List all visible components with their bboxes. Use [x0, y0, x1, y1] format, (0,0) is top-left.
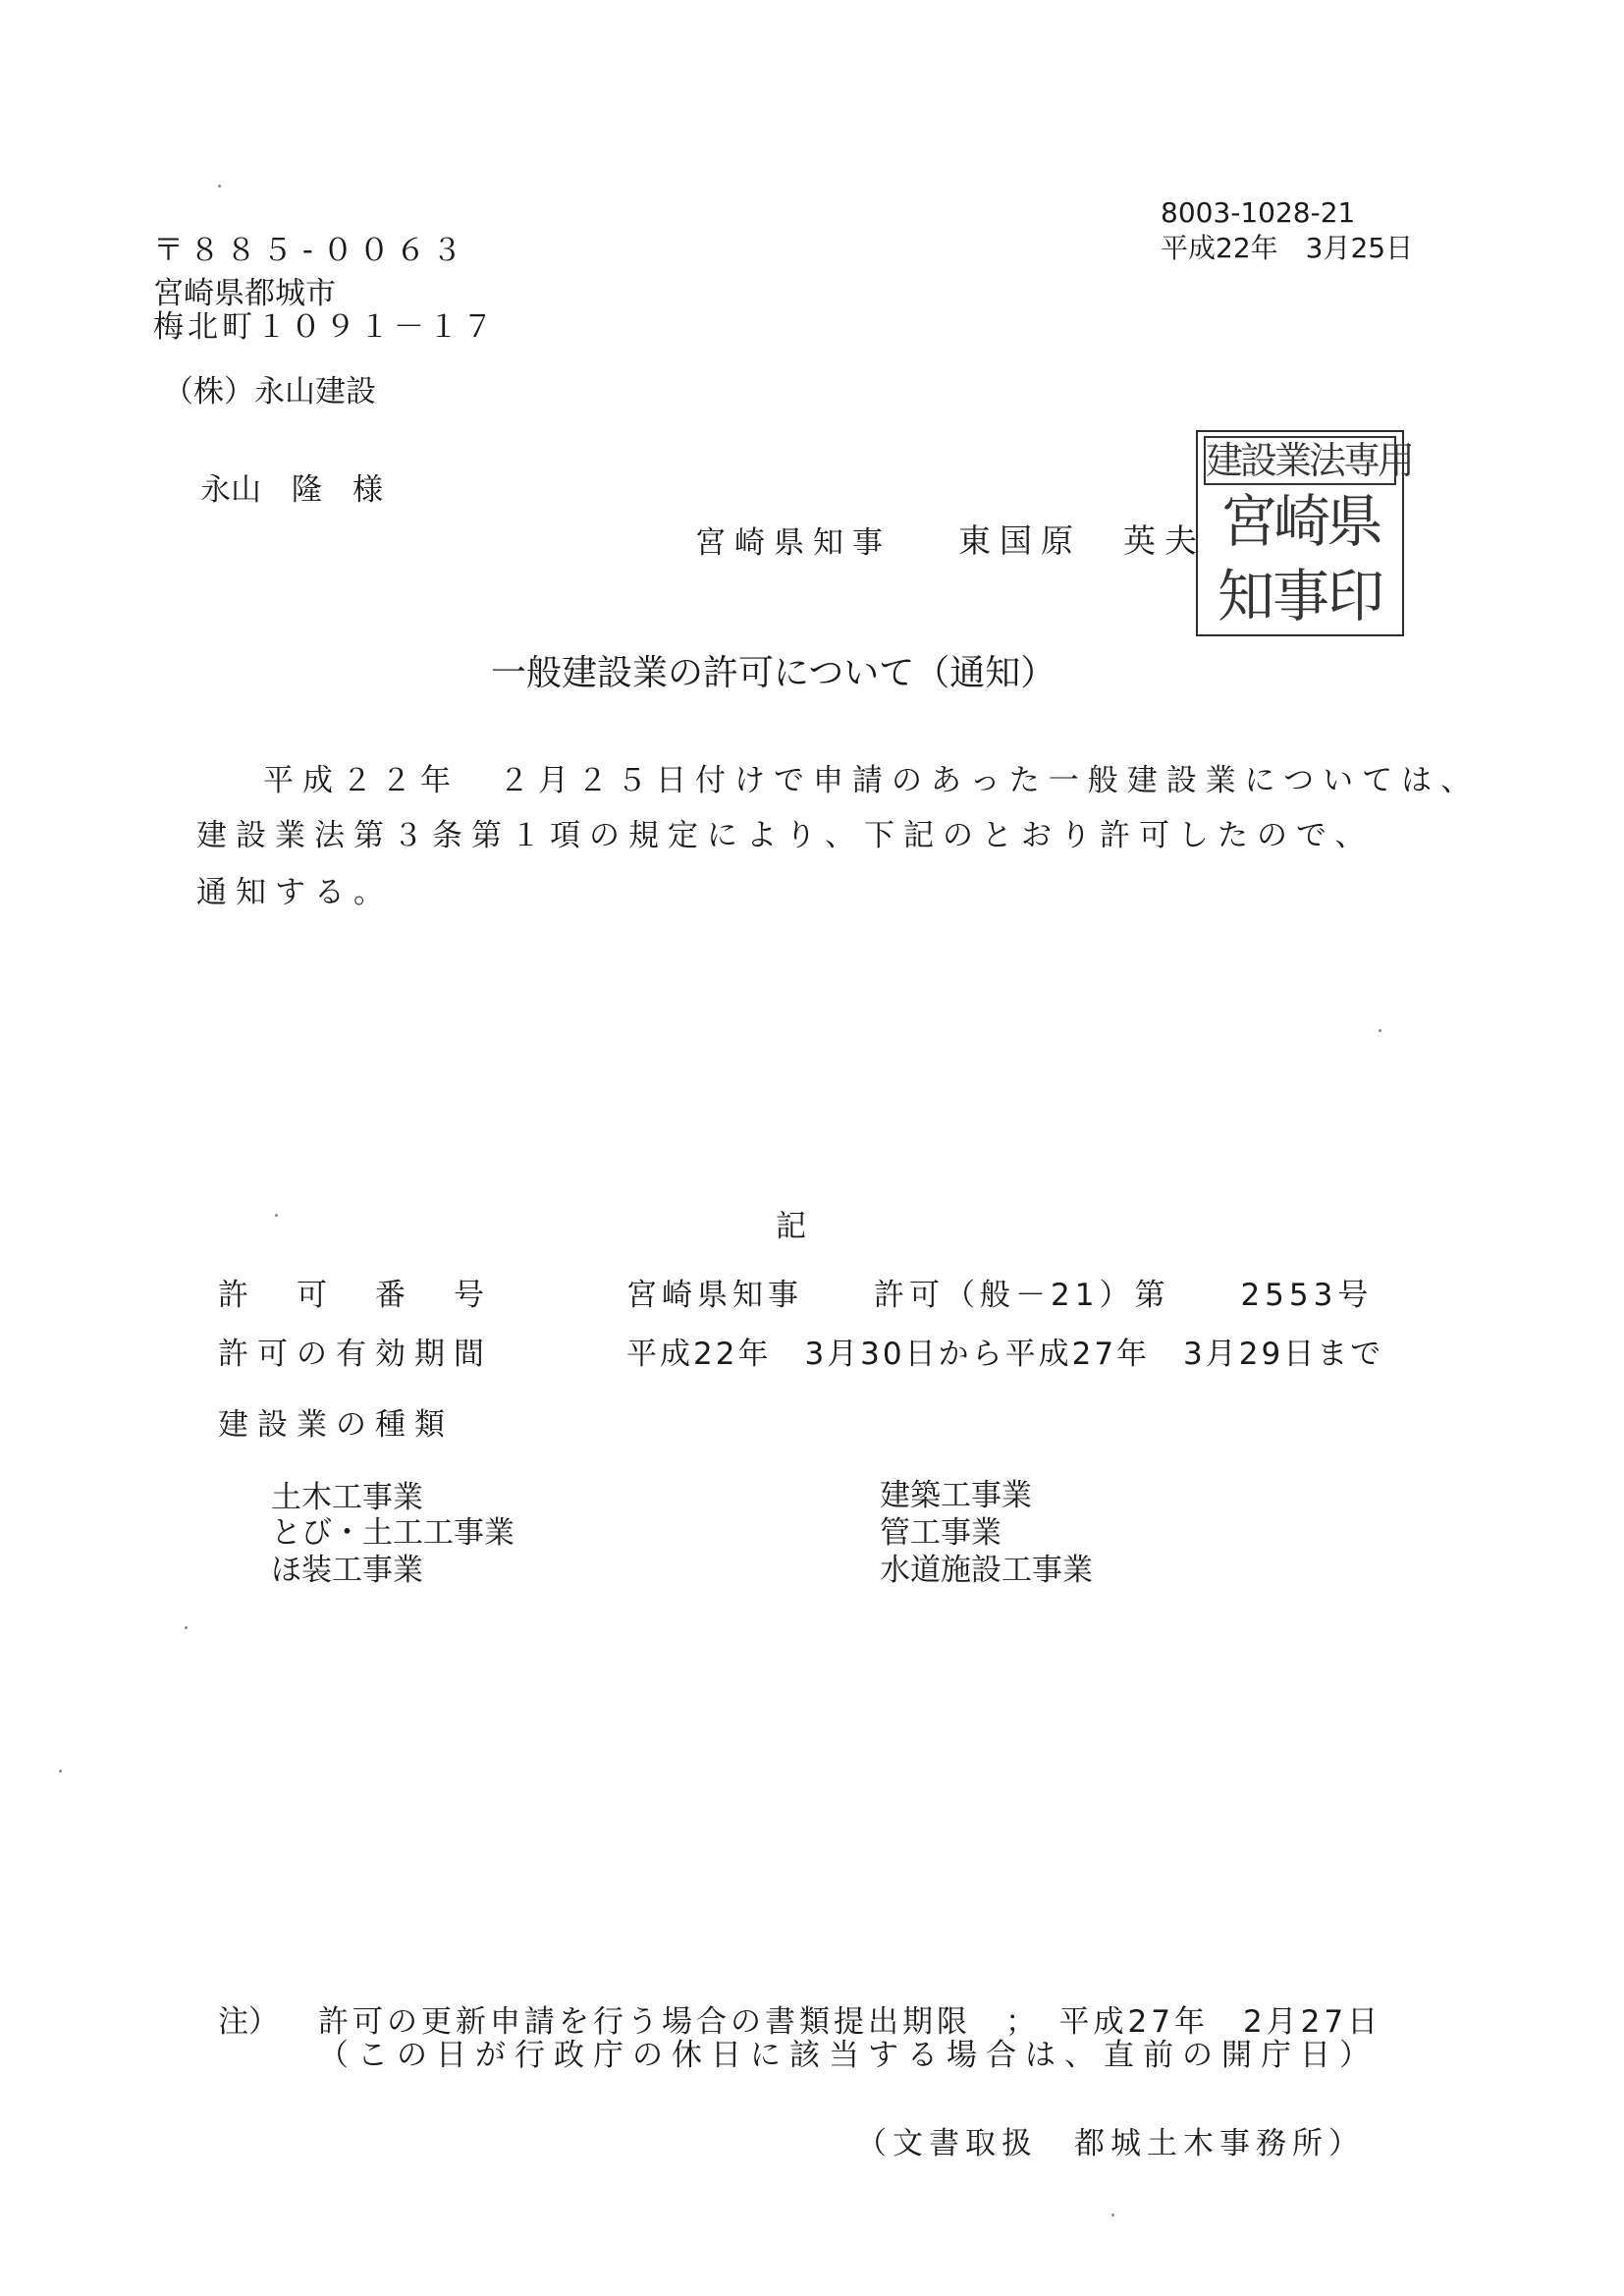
type-item: とび・土工工事業 [271, 1515, 514, 1551]
type-item: 建築工事業 [880, 1478, 1032, 1513]
note-line-1: 許可の更新申請を行う場合の書類提出期限 ； 平成27年 2月27日 [318, 2004, 1382, 2040]
type-item: 土木工事業 [271, 1480, 423, 1515]
type-item: ほ装工事業 [271, 1553, 423, 1588]
validity-label: 許可の有効期間 [218, 1337, 493, 1372]
type-item: 水道施設工事業 [880, 1553, 1093, 1588]
scan-speck [185, 1626, 188, 1629]
postal-code: 〒８８５-００６３ [153, 233, 468, 268]
note-line-2: （この日が行政庁の休日に該当する場合は、直前の開庁日） [318, 2038, 1379, 2073]
body-line-1: 平成２２年 ２月２５日付けで申請のあった一般建設業については、 [263, 763, 1481, 798]
scan-speck [218, 185, 221, 188]
permit-number-value: 宮崎県知事 許可（般－21）第 2553号 [626, 1278, 1374, 1313]
sender-title: 宮崎県知事 [695, 525, 892, 561]
address-line-2: 梅北町１０９１－１７ [153, 309, 497, 345]
scan-speck [1379, 1029, 1381, 1032]
validity-value: 平成22年 3月30日から平成27年 3月29日まで [626, 1337, 1384, 1372]
body-line-3: 通知する。 [196, 875, 393, 910]
subject-title: 一般建設業の許可について（通知） [491, 653, 1056, 693]
document-number: 8003-1028-21 [1161, 196, 1356, 229]
ki-heading: 記 [776, 1209, 806, 1244]
recipient-name: 永山 隆 様 [200, 472, 383, 508]
address-line-1: 宮崎県都城市 [153, 276, 336, 311]
permit-number-label: 許 可 番 号 [218, 1278, 493, 1313]
type-item: 管工事業 [880, 1515, 1001, 1551]
seal-text-bottom: 知事印 [1217, 563, 1382, 629]
body-line-2: 建設業法第３条第１項の規定により、下記のとおり許可したので、 [196, 818, 1375, 853]
document-date: 平成22年 3月25日 [1161, 232, 1414, 264]
note-label: 注） [218, 2004, 279, 2040]
seal-text-middle: 宮崎県 [1219, 488, 1380, 555]
recipient-company: （株）永山建設 [163, 374, 376, 410]
handling-office: （文書取扱 都城土木事務所） [856, 2126, 1365, 2161]
sender-name: 東国原 英夫 [958, 521, 1206, 560]
seal-text-top: 建設業法専用 [1204, 436, 1396, 485]
official-seal [1196, 430, 1413, 636]
types-label: 建設業の種類 [218, 1407, 454, 1443]
scan-speck [275, 1214, 278, 1217]
scan-speck [59, 1770, 62, 1773]
scan-speck [1111, 2214, 1114, 2216]
